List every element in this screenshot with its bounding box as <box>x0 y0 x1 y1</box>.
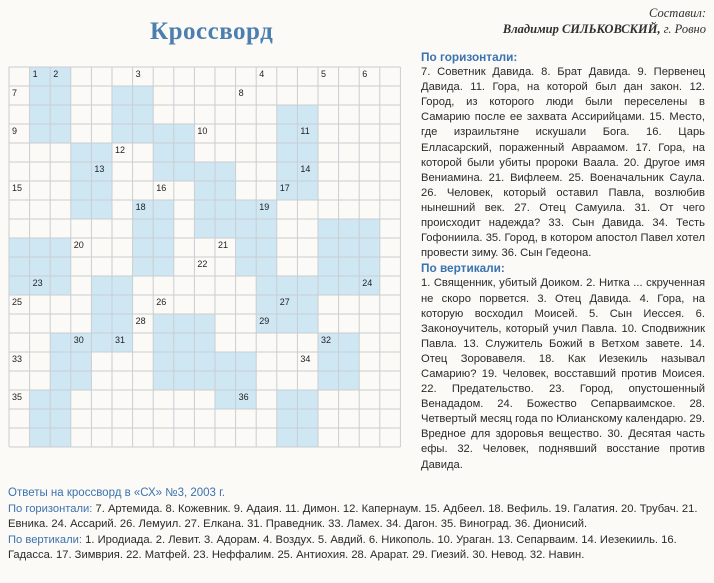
clue-number: 22 <box>197 259 208 269</box>
clue-number: 13 <box>94 164 105 174</box>
grid-lines <box>9 67 400 447</box>
composer-name: Владимир СИЛЬКОВСКИЙ, <box>502 22 661 36</box>
clue-number: 15 <box>12 183 23 193</box>
clue-number: 19 <box>259 202 270 212</box>
clue-number: 17 <box>279 183 290 193</box>
clue-number: 31 <box>115 335 126 345</box>
answers-section <box>8 486 706 564</box>
composer-label: Составил: <box>649 6 706 20</box>
clue-number: 34 <box>300 354 311 364</box>
clue-number: 11 <box>300 126 310 136</box>
clue-number: 4 <box>259 69 265 79</box>
down-clues: 1. Священник, убитый Доиком. 2. Нитка ... скрученная не скоро порвется. 3. Отец Давида. 4. Гора, на которую восходил Моисей. 5. Сын Иессея. 6. Законоучитель, который учил Павла. 10. Сподвижник Павла. 13. Служитель Божий в Ветхом завете. 14. Отец Зоровавеля. 18. Как Иезекиль называл Самарию? 19. Человек, восставший против Моисея. 22. Предательство. 23. Город, опустошенный Венададом. 24. Божество Сепарваимское. 28. Четвертый месяц года по Юлианскому календарю. 29. Вредное для здоровья вещество. 30. Десятая часть ефы. 32. Человек, поднявший восстание против Давида. <box>421 277 705 471</box>
composer-city: г. Ровно <box>663 22 706 36</box>
clue-number: 20 <box>73 240 84 250</box>
clue-number: 6 <box>362 69 368 79</box>
answers-down-text: 1. Иродиада. 2. Левит. 3. Адорам. 4. Воздух. 5. Авдий. 6. Никополь. 10. Ураган. 13. Сепарваим. 14. Иезекииль. 16. Гадасса. 17. Зимврия. 22. Матфей. 23. Неффалим. 25. Антиохия. 28. Арарат. 29. Гиезий. 30. Невод. 32. Навин. <box>8 533 677 562</box>
clue-number: 18 <box>135 202 146 212</box>
clue-number: 32 <box>321 335 332 345</box>
clue-number: 5 <box>321 69 327 79</box>
clue-number: 1 <box>32 69 38 79</box>
composer-name-line <box>503 21 706 37</box>
clue-number: 30 <box>73 335 84 345</box>
clue-number: 27 <box>279 297 290 307</box>
answers-heading: Ответы на кроссворд в «СХ» №3, 2003 г. <box>8 487 226 499</box>
clue-number: 9 <box>12 126 18 136</box>
clue-number: 14 <box>300 164 311 174</box>
composer-credit <box>503 5 706 37</box>
clue-number: 10 <box>197 126 208 136</box>
clue-number: 33 <box>12 354 23 364</box>
clue-number: 7 <box>12 88 18 98</box>
clue-number: 36 <box>238 392 249 402</box>
clue-number: 26 <box>156 297 167 307</box>
clue-number: 25 <box>12 297 23 307</box>
clue-number: 28 <box>135 316 146 326</box>
clue-number: 8 <box>238 88 244 98</box>
clue-number: 3 <box>135 69 141 79</box>
answers-down-label: По вертикали: <box>8 533 83 546</box>
clue-number: 12 <box>115 145 126 155</box>
answers-down <box>8 533 706 564</box>
down-heading: По вертикали: <box>421 261 505 276</box>
clue-number: 35 <box>12 392 23 402</box>
crossword-grid[interactable] <box>8 66 401 450</box>
across-heading: По горизонтали: <box>421 50 518 64</box>
answers-across <box>8 502 706 533</box>
clue-number: 24 <box>362 278 373 288</box>
page-title: Кроссворд <box>150 18 274 45</box>
clue-number: 23 <box>32 278 43 288</box>
answers-across-label: По горизонтали: <box>8 502 93 515</box>
answers-across-text: 7. Артемида. 8. Кожевник. 9. Адаия. 11. Димон. 12. Капернаум. 15. Адбеел. 18. Вефиль. 19. Галатия. 20. Трубач. 21. Евника. 24. Ассарий. 26. Лемуил. 27. Елкана. 31. Праведник. 33. Ламех. 34. Дагон. 35. Виноград. 36. Дионисий. <box>8 502 698 531</box>
across-clues: 7. Советник Давида. 8. Брат Давида. 9. Первенец Давида. 11. Гора, на которой был дан закон. 12. Город, из которого люди были переселены в Самарию после ее захвата Ассирийцами. 15. Место, где израильтяне искушали Бога. 16. Царь Елласарский, пораженный Авраамом. 17. Гора, на которой были убиты пророки Ваала. 20. Другое имя Вениамина. 21. Вифлеем. 25. Военачальник Саула. 26. Человек, который оставил Павла, возлюбив нынешний век. 27. Отец Самуила. 31. От чего происходит надежда? 33. Сын Давида. 34. Тесть Гофониила. 35. Город, в котором апостол Павел хотел провести зиму. 36. Сын Гедеона. <box>421 66 705 260</box>
clue-number: 16 <box>156 183 167 193</box>
clue-number: 29 <box>259 316 270 326</box>
clues-panel <box>421 50 705 473</box>
clue-number: 2 <box>53 69 59 79</box>
clue-number: 21 <box>218 240 229 250</box>
